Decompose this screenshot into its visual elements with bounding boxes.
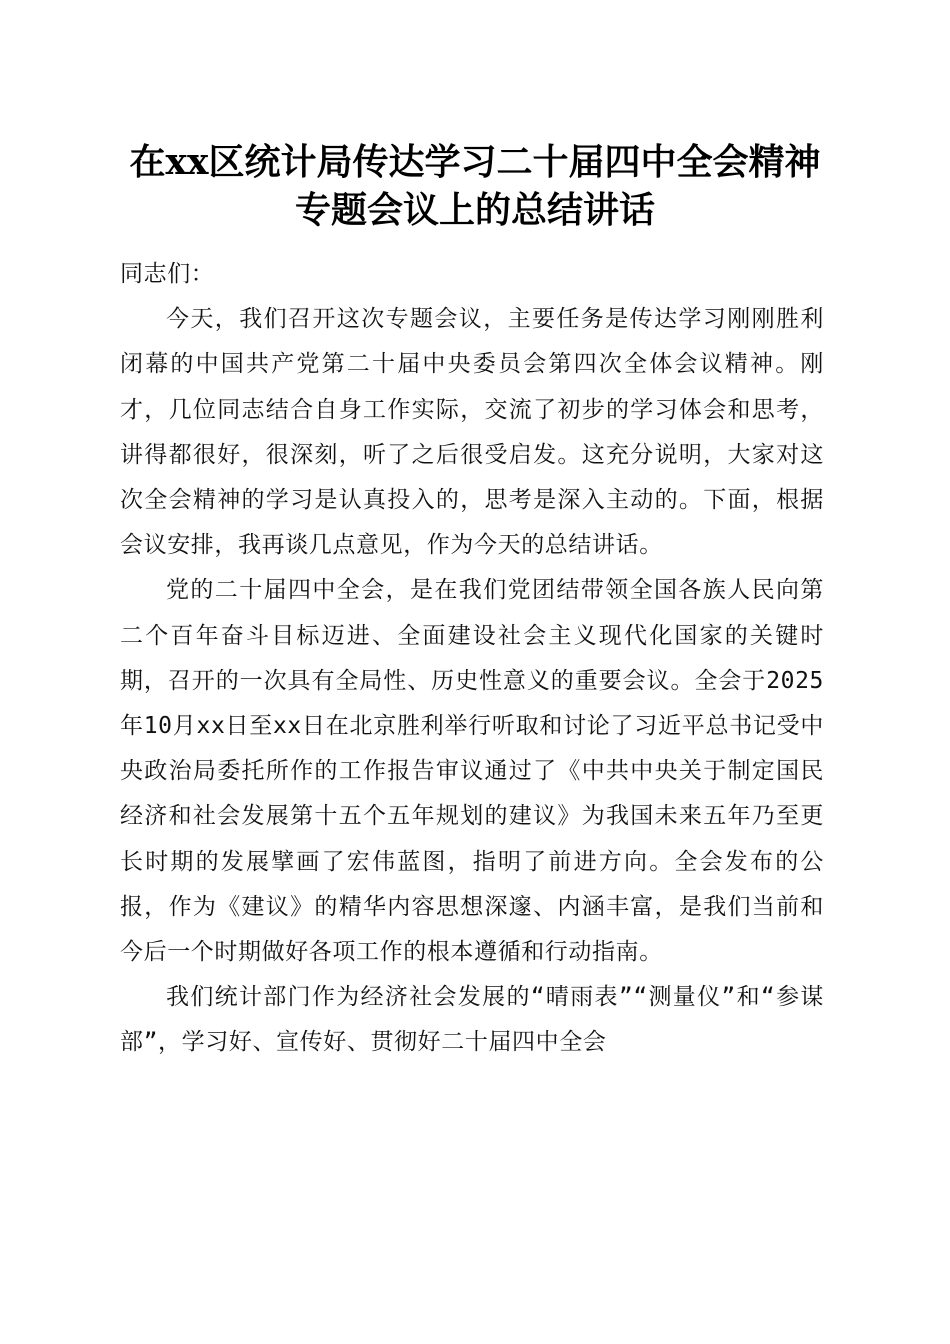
paragraph-2: 党的二十届四中全会，是在我们党团结带领全国各族人民向第二个百年奋斗目标迈进、全面建设社会主义现代化国家的关键时期，召开的一次具有全局性、历史性意义的重要会议。全会于2025年10月xx日至xx日在北京胜利举行听取和讨论了习近平总书记受中央政治局委托所作的工作报告审议通过了《中共中央关于制定国民经济和社会发展第十五个五年规划的建议》为我国未来五年乃至更长时期的发展擘画了宏伟蓝图，指明了前进方向。全会发布的公报，作为《建议》的精华内容思想深邃、内涵丰富，是我们当前和今后一个时期做好各项工作的根本遵循和行动指南。 bbox=[120, 577, 824, 966]
title-line-2: 专题会议上的总结讲话 bbox=[294, 189, 655, 231]
paragraph-3: 我们统计部门作为经济社会发展的“晴雨表”“测量仪”和“参谋部”，学习好、宣传好、贯彻好二十届四中全会 bbox=[120, 984, 824, 1056]
document-title bbox=[60, 138, 890, 234]
salutation: 同志们： bbox=[120, 261, 215, 287]
title-line-1: 在xx区统计局传达学习二十届四中全会精神 bbox=[129, 141, 821, 183]
document-body bbox=[120, 252, 824, 1066]
paragraph-1: 今天，我们召开这次专题会议，主要任务是传达学习刚刚胜利闭幕的中国共产党第二十届中央委员会第四次全体会议精神。刚才，几位同志结合自身工作实际，交流了初步的学习体会和思考，讲得都很好，很深刻，听了之后很受启发。这充分说明，大家对这次全会精神的学习是认真投入的，思考是深入主动的。下面，根据会议安排，我再谈几点意见，作为今天的总结讲话。 bbox=[120, 306, 824, 559]
